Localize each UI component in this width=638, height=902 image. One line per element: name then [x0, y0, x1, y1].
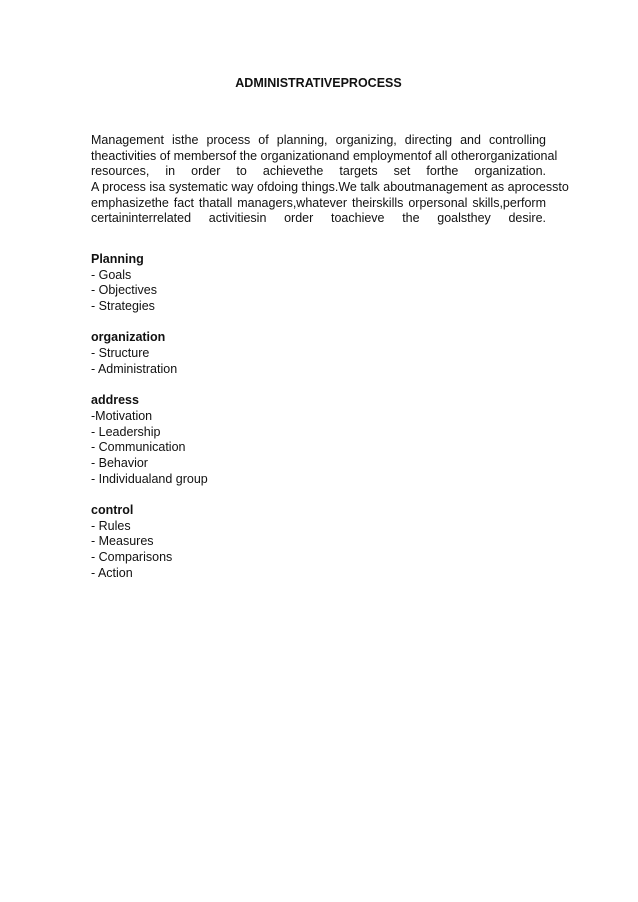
section-heading: address	[91, 393, 139, 408]
intro-line: certaininterrelated activitiesin order toachieve the goalsthey desire.	[91, 211, 546, 226]
list-item: - Action	[91, 565, 133, 580]
list-item: - Structure	[91, 346, 150, 361]
list-item: - Communication	[91, 440, 186, 455]
intro-line: Management isthe process of planning, organizing, directing and controlling	[91, 133, 546, 147]
intro-paragraph	[91, 133, 569, 227]
section-heading: Planning	[91, 252, 144, 266]
list-item: - Individualand group	[91, 471, 208, 486]
section-planning	[91, 252, 546, 315]
intro-line: resources, in order to achievethe targets set forthe organization.	[91, 164, 546, 179]
intro-line: A process isa systematic way ofdoing things.We talk aboutmanagement as aprocessto	[91, 180, 569, 195]
intro-line: emphasizethe fact thatall managers,whatever theirskills orpersonal skills,perform	[91, 195, 546, 210]
section-address	[91, 393, 546, 487]
section-heading: organization	[91, 330, 166, 345]
list-item: - Administration	[91, 361, 178, 376]
intro-line: theactivities of membersof the organizationand employmentof all otherorganizational	[91, 148, 558, 163]
section-control	[91, 503, 546, 581]
list-item: - Objectives	[91, 283, 157, 298]
list-item: - Behavior	[91, 455, 148, 470]
list-item: - Strategies	[91, 299, 155, 314]
section-organization	[91, 330, 546, 377]
section-heading: control	[91, 503, 134, 517]
list-item: - Goals	[91, 267, 132, 282]
list-item: - Rules	[91, 518, 131, 533]
list-item: -Motivation	[91, 408, 153, 423]
document-title: ADMINISTRATIVEPROCESS	[235, 76, 402, 90]
list-item: - Comparisons	[91, 550, 173, 565]
list-item: - Leadership	[91, 424, 161, 439]
sections-list	[91, 252, 546, 597]
list-item: - Measures	[91, 534, 154, 549]
